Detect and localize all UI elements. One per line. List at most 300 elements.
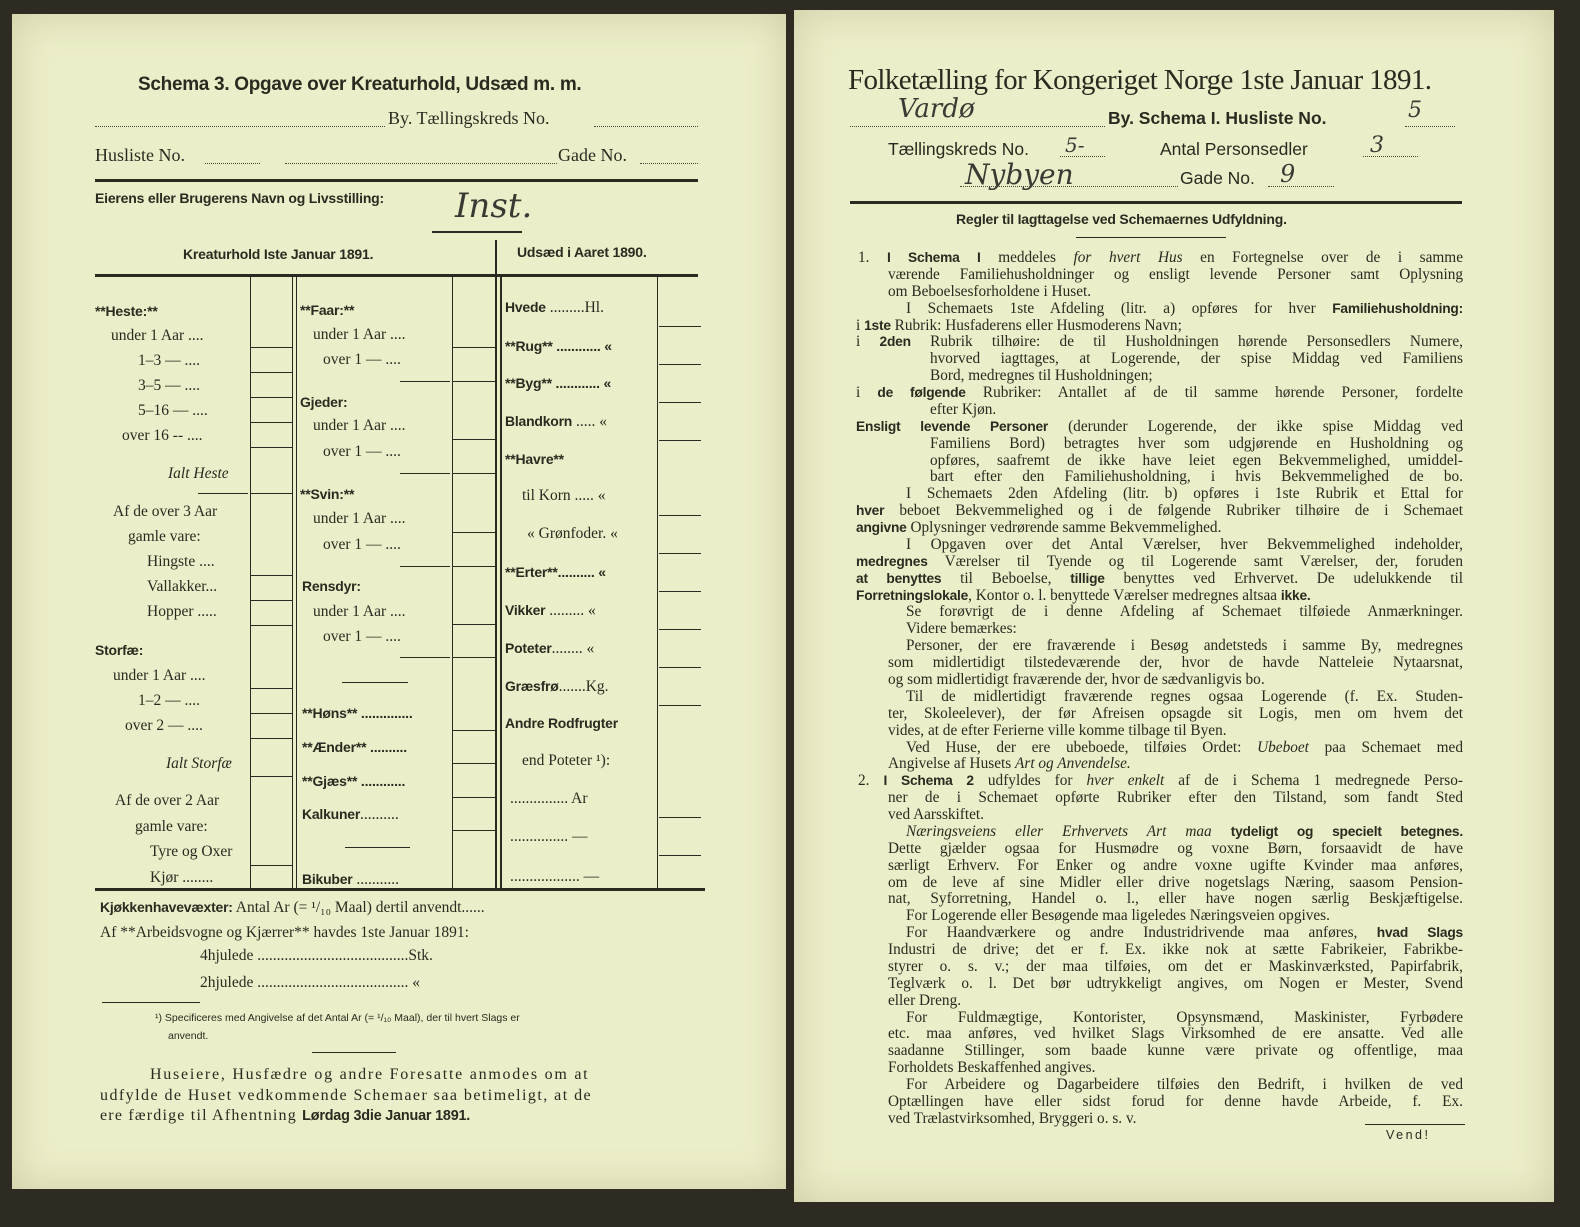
entry-line[interactable] bbox=[659, 326, 701, 327]
italic-text: Ubeboet bbox=[1257, 738, 1309, 756]
rules-line bbox=[930, 435, 1463, 452]
table-row-label bbox=[302, 870, 399, 889]
text: under 1 Aar .... bbox=[313, 417, 406, 434]
bold-text: Gjeder: bbox=[300, 394, 348, 410]
text: Forholdets Beskaffenhed angives. bbox=[888, 1059, 1096, 1077]
text: om Beboelsesforholdene i Huset. bbox=[888, 282, 1092, 300]
text: Af de over 2 Aar bbox=[115, 792, 220, 809]
bold-text: Ensligt levende Personer bbox=[856, 418, 1049, 434]
table-row-label: **Svin:** bbox=[300, 486, 355, 502]
text: .......... bbox=[360, 806, 399, 823]
by-field[interactable] bbox=[850, 126, 1105, 127]
rules-line bbox=[888, 941, 1463, 958]
table-row-label bbox=[522, 752, 610, 770]
text: opføres, saafremt de ikke have leiet egen Bekvemmelighed, umiddel- bbox=[930, 451, 1463, 469]
table-row-label bbox=[150, 843, 232, 861]
divider bbox=[1365, 1124, 1465, 1125]
divider bbox=[1076, 237, 1226, 238]
rules-line bbox=[930, 452, 1463, 469]
rules-line bbox=[906, 688, 1463, 705]
text: ........... bbox=[352, 871, 399, 888]
entry-line[interactable] bbox=[453, 473, 495, 474]
table-row-label bbox=[313, 603, 406, 621]
entry-line[interactable] bbox=[659, 855, 701, 856]
entry-line[interactable] bbox=[453, 439, 495, 440]
rules-line bbox=[888, 1025, 1463, 1042]
text: efter Kjøn. bbox=[930, 400, 997, 418]
rules-line bbox=[906, 620, 1017, 637]
entry-line[interactable] bbox=[659, 440, 701, 441]
entry-line[interactable] bbox=[251, 738, 292, 739]
bold-text: Lørdag 3die Januar 1891. bbox=[302, 1108, 471, 1124]
text: gamle vare: bbox=[135, 818, 208, 835]
entry-line[interactable] bbox=[453, 657, 495, 658]
text: 1–3 — .... bbox=[138, 352, 200, 369]
entry-line[interactable] bbox=[345, 847, 410, 848]
table-row-label bbox=[150, 869, 213, 887]
text: til Korn ..... « bbox=[522, 487, 606, 504]
text: .........Hl. bbox=[545, 299, 604, 316]
table-row-label bbox=[95, 641, 143, 660]
bold-text: Blandkorn bbox=[505, 413, 573, 429]
entry-line[interactable] bbox=[659, 553, 701, 554]
table-row-label bbox=[313, 510, 406, 528]
entry-line[interactable] bbox=[453, 347, 495, 348]
rules-line bbox=[856, 502, 1463, 519]
text: ved Trælastvirksomhed, Bryggeri o. s. v. bbox=[888, 1109, 1137, 1127]
text: ......... « bbox=[545, 602, 596, 619]
rules-line bbox=[906, 637, 1463, 654]
rules-line bbox=[856, 587, 1311, 604]
bold-text: tydeligt og specielt betegnes. bbox=[1230, 823, 1463, 839]
text: .......Kg. bbox=[558, 678, 609, 695]
text: under 1 Aar .... bbox=[313, 510, 406, 527]
text: ere færdige til Afhentning bbox=[100, 1107, 303, 1124]
table-row-label bbox=[138, 402, 208, 420]
italic-text: Art og Anvendelse. bbox=[1015, 755, 1131, 773]
text: 1–2 — .... bbox=[138, 692, 200, 709]
text: 1. bbox=[858, 249, 888, 266]
divider bbox=[95, 179, 698, 182]
text: nat, Syforretning, Handel o. l., eller have nogen særlig Beskjæftigelse. bbox=[888, 890, 1463, 908]
text: over 1 — .... bbox=[323, 443, 401, 460]
text: over 1 — .... bbox=[323, 628, 401, 645]
entry-line[interactable] bbox=[659, 591, 701, 592]
bold-text: Forretningslokale bbox=[856, 587, 969, 603]
bold-text: 2den bbox=[879, 334, 911, 350]
entry-line[interactable] bbox=[251, 776, 292, 777]
italic-text: for hvert Hus bbox=[1073, 249, 1183, 266]
husliste-handwritten-value: 5 bbox=[1408, 98, 1422, 123]
text: Hopper ..... bbox=[147, 603, 217, 620]
column-divider bbox=[657, 276, 658, 890]
bold-text: Græsfrø bbox=[505, 678, 559, 694]
rules-line bbox=[858, 772, 1463, 789]
table-row-label bbox=[168, 465, 229, 483]
entry-line[interactable] bbox=[251, 372, 292, 373]
table-row-label: **Heste:** bbox=[95, 303, 158, 319]
table-row-label bbox=[147, 603, 217, 621]
rules-line bbox=[906, 603, 1463, 620]
gade-name-field[interactable] bbox=[285, 163, 557, 164]
bold-text: I Schema I bbox=[887, 250, 981, 265]
text: Rubriker: Antallet af de til samme hørende Personer, fordelte bbox=[965, 384, 1463, 402]
bold-text: Poteter bbox=[505, 640, 552, 656]
by-handwritten-value: Vardø bbox=[898, 94, 975, 124]
rules-line bbox=[888, 789, 1463, 806]
text: 2. bbox=[858, 772, 884, 790]
divider bbox=[312, 1052, 396, 1053]
text: i bbox=[856, 384, 878, 402]
italic-text: hver enkelt bbox=[1086, 772, 1165, 790]
rules-line bbox=[888, 840, 1463, 857]
husliste-field[interactable] bbox=[205, 163, 260, 164]
rules-line bbox=[930, 401, 996, 418]
entry-line[interactable] bbox=[659, 629, 701, 630]
text: Teglværk o. l. Det bør udtrykkeligt angives, om Nogen er Mester, Svend bbox=[888, 974, 1463, 992]
by-field[interactable] bbox=[95, 126, 385, 127]
table-row-label: **Faar:** bbox=[300, 302, 355, 318]
rules-line bbox=[888, 283, 1091, 300]
rules-line bbox=[856, 333, 1463, 350]
table-row-label bbox=[510, 828, 588, 846]
bold-text: tillige bbox=[1070, 570, 1105, 586]
table-row-label bbox=[302, 805, 399, 824]
by-schema-husliste-label: By. Schema I. Husliste No. bbox=[1108, 108, 1327, 128]
entry-line[interactable] bbox=[400, 473, 450, 474]
text: Til de midlertidigt fraværende regnes ogsaa Logerende (f. Ex. Studen- bbox=[906, 687, 1463, 705]
firhjulede-line: 4hjulede .......................................Stk. bbox=[200, 947, 433, 964]
text: eller Dreng. bbox=[888, 991, 962, 1009]
text: ved Aarsskiftet. bbox=[888, 806, 985, 824]
table-row-label bbox=[166, 755, 232, 773]
footnote-line: anvendt. bbox=[168, 1030, 209, 1042]
bold-text: hvad Slags bbox=[1376, 925, 1463, 941]
table-row-label bbox=[522, 487, 606, 505]
entry-line[interactable] bbox=[251, 600, 292, 601]
bold-text: angivne bbox=[856, 520, 907, 536]
text: (derunder Logerende, der ikke spise Middag ved bbox=[1048, 417, 1463, 435]
tallingskreds-field[interactable] bbox=[594, 126, 698, 127]
rules-line bbox=[856, 553, 1463, 570]
closing-line bbox=[100, 1107, 470, 1125]
entry-line[interactable] bbox=[251, 493, 292, 494]
rules-line bbox=[888, 975, 1463, 992]
text: om de leve af sine Midler eller drive nogetslags Næring, saasom Pension- bbox=[888, 873, 1463, 891]
entry-line[interactable] bbox=[251, 447, 292, 448]
text: under 1 Aar .... bbox=[313, 603, 406, 620]
bold-text: Rensdyr: bbox=[302, 578, 361, 594]
entry-line[interactable] bbox=[659, 402, 701, 403]
rules-line bbox=[906, 907, 1330, 924]
entry-line[interactable] bbox=[342, 682, 408, 683]
text: Bord, medregnes til Husholdningen; bbox=[930, 367, 1153, 385]
table-row-label bbox=[510, 868, 599, 886]
text: under 1 Aar .... bbox=[111, 327, 204, 344]
text: ........ « bbox=[551, 640, 595, 657]
entry-line[interactable] bbox=[453, 624, 495, 625]
table-row-label bbox=[138, 692, 200, 710]
text: Tyre og Oxer bbox=[150, 843, 233, 860]
text: Antal Ar (= ¹/₁₀ Maal) dertil anvendt...... bbox=[232, 899, 485, 916]
text: under 1 Aar .... bbox=[113, 667, 206, 684]
bold-text: Kjøkkenhavevæxter: bbox=[100, 899, 233, 915]
text: vides, at de efter Ferierne ville komme tilbage til Byen. bbox=[888, 721, 1227, 739]
vend-note: Vend! bbox=[1386, 1128, 1431, 1142]
gade-no-handwritten-value: 9 bbox=[1280, 160, 1296, 188]
text: etc. maa anføres, ved hvilket Slags Virksomhed de ere ansatte. Ved alle bbox=[888, 1025, 1463, 1043]
bold-text: Hvede bbox=[505, 299, 546, 315]
text: Kjør ........ bbox=[150, 869, 214, 886]
tohjulede-line: 2hjulede ....................................... « bbox=[200, 974, 420, 991]
text: ner de i Schemaet opførte Rubriker efter den Tilstand, som fandt Sted bbox=[888, 789, 1463, 807]
table-row-label bbox=[147, 553, 215, 571]
gade-no-field[interactable] bbox=[640, 163, 698, 164]
text: I Schemaets 2den Afdeling (litr. b) opføres i 1ste Rubrik et Ettal for bbox=[906, 485, 1463, 503]
entry-line[interactable] bbox=[453, 566, 495, 567]
rules-line bbox=[906, 300, 1463, 317]
text: ter, Skoleelever), der før Afreisen opsagde sit Logis, men om hvem det bbox=[888, 704, 1463, 722]
text: som midlertidigt tilstedeværende der, hvor de havde Natteleie Nytaarsnat, bbox=[888, 654, 1463, 672]
kjokkenhave-line bbox=[100, 899, 485, 917]
rules-line bbox=[856, 418, 1463, 435]
rules-line bbox=[856, 519, 1221, 536]
text: styrer o. s. v.; der maa tilføies, om det er Maskinværksted, Papirfabrik, bbox=[888, 957, 1463, 975]
bold-text: I Schema 2 bbox=[883, 773, 974, 789]
text: end Poteter ¹): bbox=[522, 752, 611, 769]
table-row-label bbox=[128, 528, 201, 546]
rules-line bbox=[888, 654, 1463, 671]
entry-line[interactable] bbox=[251, 713, 292, 714]
table-row-label bbox=[505, 639, 594, 658]
column-divider bbox=[250, 276, 251, 890]
rules-line bbox=[888, 266, 1463, 283]
rules-line bbox=[888, 755, 1131, 772]
kreaturhold-heading: Kreaturhold Iste Januar 1891. bbox=[183, 246, 374, 262]
italic-text: Ialt Heste bbox=[168, 465, 229, 482]
bold-text: ikke. bbox=[1280, 587, 1311, 603]
text: meddeles bbox=[980, 249, 1074, 266]
text: Industri de drive; det er f. Ex. ikke nok at sætte Fabrikeier, Fabrikbe- bbox=[888, 941, 1463, 959]
text: hvorved iagttages, at Logerende, der spise Middag ved Familiens bbox=[930, 350, 1463, 368]
text: i bbox=[856, 333, 880, 351]
divider bbox=[95, 274, 698, 277]
entry-line[interactable] bbox=[453, 797, 495, 798]
entry-line[interactable] bbox=[251, 865, 292, 866]
table-row-label bbox=[313, 326, 406, 344]
owner-handwritten-value: Inst. bbox=[455, 186, 533, 226]
table-row-label: **Havre** bbox=[505, 451, 564, 467]
text: « Grønfoder. « bbox=[527, 525, 618, 542]
italic-text: Næringsveiens eller Erhvervets Art maa bbox=[906, 822, 1212, 840]
text: og som midlertidigt fraværende der, hvor de sædvanligvis bo. bbox=[888, 671, 1265, 688]
bold-text: Kalkuner bbox=[302, 806, 361, 822]
text: Oplysninger vedrørende samme Bekvemmelighed. bbox=[906, 519, 1222, 537]
entry-line[interactable] bbox=[659, 667, 701, 668]
text: til Beboelse, bbox=[941, 569, 1071, 587]
entry-line[interactable] bbox=[659, 515, 701, 516]
text bbox=[1212, 823, 1231, 840]
table-row-label bbox=[302, 577, 361, 596]
closing-line bbox=[100, 1087, 592, 1105]
table-row-label bbox=[138, 352, 200, 370]
gade-no-field[interactable] bbox=[1268, 186, 1334, 187]
entry-line[interactable] bbox=[251, 397, 292, 398]
text: udfyldes for bbox=[973, 772, 1087, 790]
column-divider bbox=[500, 276, 502, 890]
text: Familiens Bord) betragtes hver som udgjørende en Husholdning og bbox=[930, 434, 1463, 452]
text: over 1 — .... bbox=[323, 351, 401, 368]
table-row-label bbox=[300, 393, 347, 412]
census-title: Folketælling for Kongeriget Norge 1ste Januar 1891. bbox=[848, 64, 1432, 96]
text: særligt Erhverv. For Enker og andre voxne ugifte Kvinder maa anføres, bbox=[888, 856, 1463, 874]
rules-line bbox=[888, 857, 1463, 874]
table-row-label: **Erter**.......... « bbox=[505, 564, 606, 580]
bold-text: hver bbox=[856, 503, 885, 519]
text: Se forøvrigt de i denne Afdeling af Schemaet tilføiede Anmærkninger. bbox=[906, 603, 1463, 621]
table-row-label bbox=[135, 818, 208, 836]
divider bbox=[432, 231, 522, 233]
rules-line bbox=[888, 705, 1463, 722]
entry-line[interactable] bbox=[400, 566, 450, 567]
table-row-label bbox=[111, 327, 204, 345]
table-row-label bbox=[323, 351, 401, 369]
text: Rubrik tilhøire: de til Husholdningen hørende Personsedlers Numere, bbox=[910, 333, 1463, 351]
text: .................. — bbox=[510, 868, 600, 885]
text: under 1 Aar .... bbox=[313, 326, 406, 343]
entry-line[interactable] bbox=[453, 830, 495, 831]
tallingskreds-handwritten-value: 5- bbox=[1065, 133, 1085, 157]
table-row-label bbox=[138, 377, 200, 395]
entry-line[interactable] bbox=[251, 575, 292, 576]
table-row-label bbox=[505, 601, 596, 620]
entry-line[interactable] bbox=[251, 422, 292, 423]
rules-line bbox=[930, 350, 1463, 367]
personsedler-label: Antal Personsedler bbox=[1160, 139, 1308, 159]
rules-heading: Regler til Iagttagelse ved Schemaernes Udfyldning. bbox=[956, 211, 1287, 227]
bold-text: Vikker bbox=[505, 602, 546, 618]
column-divider bbox=[495, 240, 497, 890]
rules-line bbox=[888, 1059, 1095, 1076]
text: Af de over 3 Aar bbox=[113, 503, 218, 520]
text: For Haandværkere og andre Industridrivende maa anføres, bbox=[906, 924, 1377, 942]
arbeidsvogne-line: Af **Arbeidsvogne og Kjærrer** havdes 1ste Januar 1891: bbox=[100, 924, 469, 941]
text: Optællingen have eller sidst forud for denne havde Arbeide, f. Ex. bbox=[888, 1093, 1463, 1110]
bold-text: de følgende bbox=[877, 385, 966, 401]
table-row-label: **Byg** ............ « bbox=[505, 375, 612, 391]
personsedler-handwritten-value: 3 bbox=[1370, 133, 1384, 158]
text: ............... — bbox=[510, 828, 588, 845]
table-row-label bbox=[323, 628, 401, 646]
rules-line bbox=[856, 317, 1182, 334]
entry-line[interactable] bbox=[453, 730, 495, 731]
text: Dette gjælder ogsaa for Husmødre og voxne Børn, forsaavidt de have bbox=[888, 839, 1463, 857]
entry-line[interactable] bbox=[659, 817, 701, 818]
husliste-field[interactable] bbox=[1405, 126, 1455, 127]
table-row-label bbox=[323, 536, 401, 554]
rules-line bbox=[906, 1076, 1463, 1093]
text: For Logerende eller Besøgende maa ligeledes Næringsveien opgives. bbox=[906, 907, 1330, 925]
rules-line bbox=[888, 958, 1463, 975]
entry-line[interactable] bbox=[251, 347, 292, 348]
text: i bbox=[856, 316, 865, 334]
divider bbox=[850, 201, 1462, 204]
rules-line bbox=[888, 1042, 1463, 1059]
entry-line[interactable] bbox=[659, 364, 701, 365]
table-row-label bbox=[510, 790, 588, 808]
entry-line[interactable] bbox=[400, 381, 450, 382]
rules-line bbox=[906, 536, 1463, 553]
divider bbox=[102, 1002, 200, 1003]
text: over 16 -- .... bbox=[122, 427, 203, 444]
bold-text: Bikuber bbox=[302, 871, 353, 887]
entry-line[interactable] bbox=[400, 657, 450, 658]
footnote-line: ¹) Specificeres med Angivelse af det Antal Ar (= ¹/₁₀ Maal), der til hvert Slags er bbox=[155, 1012, 520, 1024]
rules-line bbox=[888, 874, 1463, 891]
rules-line bbox=[888, 890, 1463, 907]
table-row-label: **Ænder** .......... bbox=[302, 739, 407, 755]
bold-text: Familiehusholdning: bbox=[1332, 300, 1463, 316]
entry-line[interactable] bbox=[453, 532, 495, 533]
rules-line bbox=[906, 1009, 1463, 1026]
italic-text: Ialt Storfæ bbox=[166, 755, 232, 772]
table-row-label bbox=[125, 717, 203, 735]
entry-line[interactable] bbox=[198, 493, 248, 494]
rules-line bbox=[906, 485, 1463, 502]
rules-line bbox=[888, 806, 984, 823]
table-row-label bbox=[313, 417, 406, 435]
table-row-label: **Gjæs** ............ bbox=[302, 773, 406, 789]
rules-line bbox=[930, 367, 1153, 384]
table-row-label bbox=[323, 443, 401, 461]
udsaed-heading: Udsæd i Aaret 1890. bbox=[517, 244, 647, 260]
rules-line bbox=[888, 722, 1227, 739]
table-row-label: **Rug** ............ « bbox=[505, 338, 612, 354]
closing-line bbox=[150, 1066, 589, 1084]
entry-line[interactable] bbox=[251, 688, 292, 689]
rules-line bbox=[888, 992, 961, 1009]
gade-label: Gade No. bbox=[558, 145, 627, 165]
text: benyttes ved Erhvervet. De udelukkende til bbox=[1104, 569, 1463, 587]
text: beboet Bekvemmelighed og i de følgende Rubriker tilhøire de i Schemaet bbox=[884, 502, 1463, 520]
entry-line[interactable] bbox=[453, 763, 495, 764]
table-row-label bbox=[505, 298, 604, 317]
text: I Opgaven over det Antal Værelser, hver Bekvemmelighed indeholder, bbox=[906, 535, 1463, 553]
text: Personer, der ere fraværende i Besøg andetsteds i samme By, medregnes bbox=[906, 637, 1463, 655]
text: bart efter den Familiehusholdning, i hvis Bekvemmelighed de bo. bbox=[930, 468, 1463, 486]
table-row-label bbox=[527, 525, 618, 543]
entry-line[interactable] bbox=[453, 381, 495, 382]
entry-line[interactable] bbox=[251, 625, 292, 626]
bold-text: at benyttes bbox=[856, 570, 942, 586]
entry-line[interactable] bbox=[659, 705, 701, 706]
by-tallingskreds-label: By. Tællingskreds No. bbox=[388, 108, 550, 128]
tallingskreds-label: Tællingskreds No. bbox=[888, 139, 1030, 159]
rules-line bbox=[906, 924, 1463, 941]
schema-3-title: Schema 3. Opgave over Kreaturhold, Udsæd m. m. bbox=[138, 74, 582, 95]
rules-line bbox=[906, 823, 1463, 840]
text: udfylde de Huset vedkommende Schemaer saa betimeligt, at de bbox=[100, 1087, 593, 1104]
text: af de i Schema 1 medregnede Perso- bbox=[1164, 772, 1464, 790]
rules-line bbox=[858, 249, 1463, 266]
text: ............... Ar bbox=[510, 790, 588, 807]
text: over 2 — .... bbox=[125, 717, 203, 734]
text: I Schemaets 1ste Afdeling (litr. a) opføres for hver bbox=[906, 299, 1333, 317]
text: Ved Huse, der ere ubeboede, tilføies Ordet: bbox=[906, 738, 1258, 756]
owner-label: Eierens eller Brugerens Navn og Livsstilling: bbox=[95, 190, 384, 206]
gade-handwritten-value: Nybyen bbox=[965, 158, 1074, 191]
text: over 1 — .... bbox=[323, 536, 401, 553]
